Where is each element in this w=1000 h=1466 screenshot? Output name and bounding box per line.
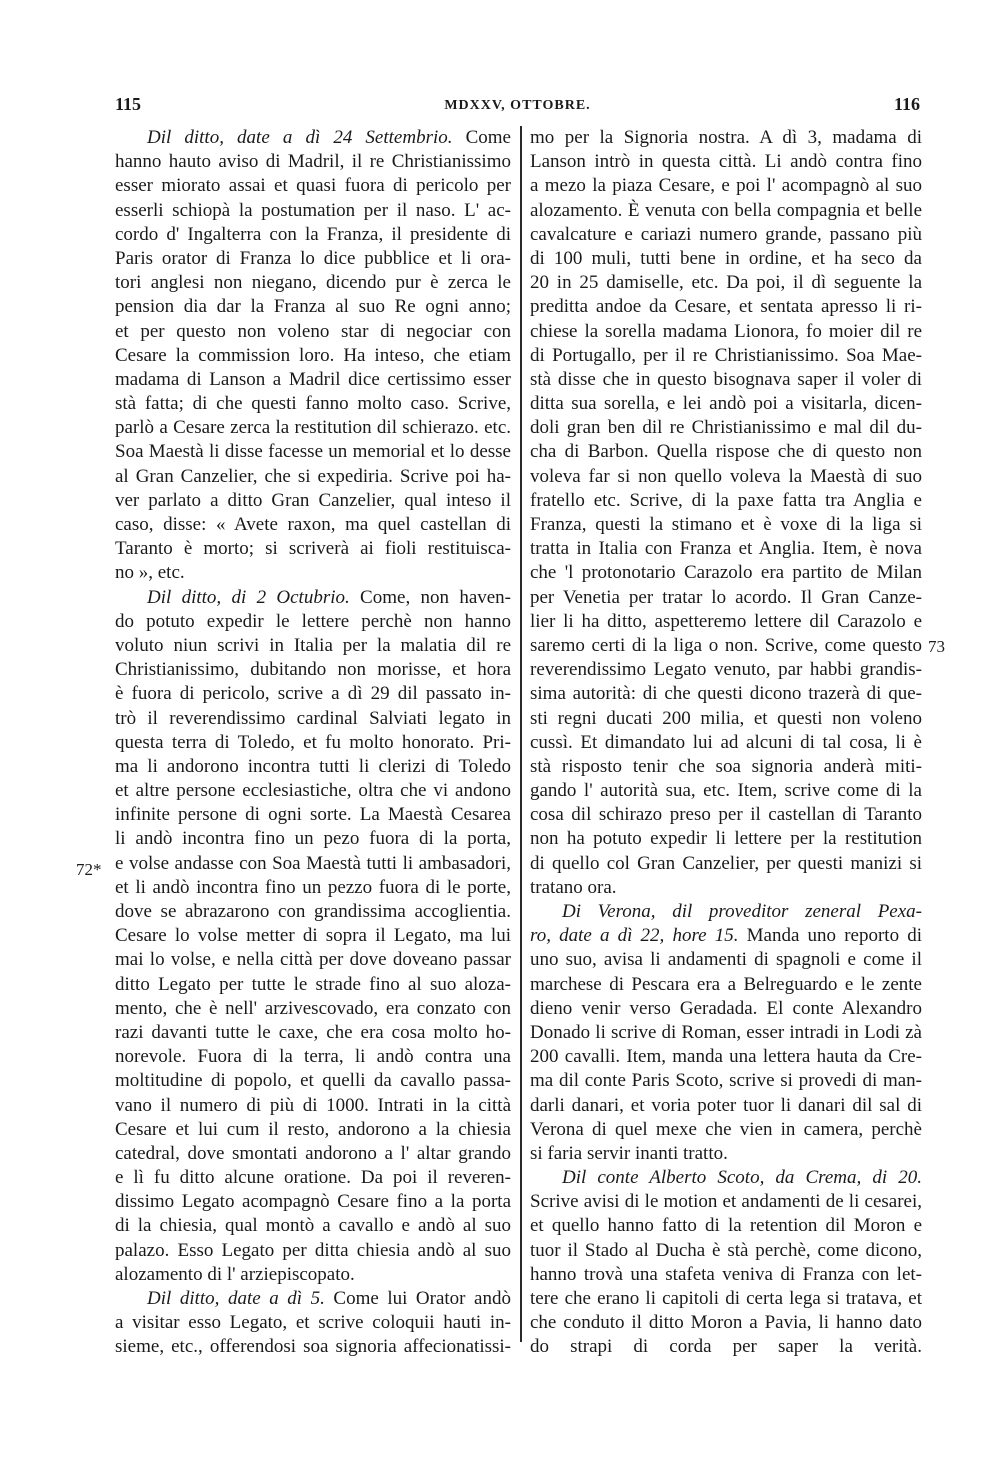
- text-line: gando l' autorità sua, etc. Item, scrive come di la: [530, 780, 922, 802]
- text-line: ma li andorono incontra tutti li clerizi di Toledo: [115, 755, 511, 777]
- text-line: Scrive avisi di le motion et andamenti de li cesarei,: [530, 1191, 922, 1213]
- text-line: trò il reverendissimo cardinal Salviati legato in: [115, 707, 511, 729]
- text-line: ma dil conte Paris Scoto, scrive si provedi di man-: [530, 1070, 922, 1092]
- text-line: parlò a Cesare zerca la restitution dil schierazo. etc.: [115, 417, 511, 439]
- text-line: stà disse che in questo bisognava saper il voler di: [530, 368, 922, 390]
- text-line: infinite persone di ogni sorte. La Maestà Cesarea: [115, 804, 511, 826]
- text-line: do strapi di corda per saper la verità.: [530, 1336, 922, 1358]
- text-line: 200 cavalli. Item, manda una lettera hauta da Cre-: [530, 1046, 922, 1068]
- text-line: do potuto expedir le lettere perchè non hanno: [115, 610, 511, 632]
- right-column: [530, 126, 922, 1360]
- text-line: Christianissimo, dubitando non morisse, et hora: [115, 659, 511, 681]
- paragraph-body: [530, 948, 922, 1166]
- paragraph-lead-line: [115, 586, 511, 610]
- text-line: ditta sua sorella, e lei andò poi a visitarla, dicen-: [530, 393, 922, 415]
- text-line: cussì. Et dimandato lui ad alcuni di tal cosa, li è: [530, 731, 922, 753]
- text-line: Manda uno reporto di: [738, 925, 923, 947]
- text-line: tratta in Italia con Franza et Anglia. Item, è nova: [530, 538, 922, 560]
- text-line: mo per la Signoria nostra. A dì 3, madama di: [530, 127, 922, 148]
- text-line: cavalcature e cariazi numero grande, passano più: [530, 223, 922, 245]
- paragraph-lead: ro, date a dì 22, hore 15.: [530, 925, 739, 947]
- text-line: tere che erano li capitoli di certa lega si tratava, et: [530, 1288, 922, 1309]
- text-line: 20 in 25 damiselle, etc. Da poi, il dì seguente la: [530, 272, 922, 294]
- text-line: no », etc.: [115, 562, 185, 584]
- text-line: norevole. Fuora di la terra, li andò contra una: [115, 1046, 511, 1068]
- text-line: cosa dil schirazo preso per il castellan di Taranto: [530, 804, 922, 826]
- text-line: esser miorato assai et quasi fuora di pericolo per: [115, 175, 511, 197]
- text-line: uno suo, avisa li andamenti di spagnoli e come il: [530, 949, 922, 971]
- text-line: hanno trovà una stafeta veniva di Franza con let-: [530, 1263, 922, 1285]
- text-line: pension dia dar la Franza al suo Re ogni anno;: [115, 296, 511, 318]
- paragraph-body: [115, 610, 511, 1287]
- margin-number-right: 73: [928, 637, 945, 656]
- text-line: non ha potuto expedir li lettere per la restitution: [530, 828, 922, 850]
- text-line: a visitar esso Legato, et scrive coloquii hauti in-: [115, 1312, 511, 1334]
- text-line: Verona di quel mexe che vien in camera, perchè: [530, 1118, 922, 1140]
- text-line: alozamento di l' arziepiscopato.: [115, 1263, 355, 1285]
- text-line: palazo. Esso Legato per ditta chiesia andò al suo: [115, 1239, 511, 1261]
- text-line: è fuora di pericolo, scrive a dì 29 dil passato in-: [115, 683, 511, 705]
- text-line: et li andò incontra fino un pezzo fuora di le porte,: [115, 876, 511, 898]
- text-line: Donado li scrive di Roman, esser intradi in Lodi zà: [530, 1021, 922, 1043]
- text-line: si faria servir inanti tratto.: [530, 1142, 728, 1164]
- text-line: ver parlato a ditto Gran Canzelier, qual inteso il: [115, 489, 511, 511]
- text-line: alozamento. È venuta con bella compagnia et belle: [530, 199, 922, 221]
- text-line: voleva far si non quello voleva la Maestà di suo: [530, 465, 922, 487]
- text-line: et quello hanno fatto di la retention dil Moron e: [530, 1215, 922, 1237]
- paragraph-body: [530, 1190, 922, 1359]
- text-line: Franza, questi la stimano et è voxe di la liga si: [530, 514, 922, 535]
- text-line: al Gran Canzelier, che si expediria. Scrive poi ha-: [115, 465, 511, 487]
- text-line: esserli schiopà la postumation per il naso. L' ac-: [115, 199, 511, 221]
- text-line: Paris orator di Franza lo dice pubblice et li ora-: [115, 247, 511, 269]
- text-line: ditto Legato per tutte le strade fino al suo aloza-: [115, 973, 511, 995]
- text-line: sieme, etc., offerendosi soa signoria affecionatissi-: [115, 1336, 511, 1358]
- text-line: di Portugallo, per il re Christianissimo. Soa Mae-: [530, 344, 922, 366]
- text-line: marchese di Pescara era a Belreguardo e le zente: [530, 973, 922, 995]
- paragraph-lead: Dil ditto, di 2 Octubrio.: [147, 586, 350, 608]
- text-line: cordo d' Ingalterra con la Franza, il presidente di: [115, 223, 511, 245]
- paragraph-lead-line: [530, 1166, 922, 1190]
- text-line: Cesare la commission loro. Ha inteso, che etiam: [115, 344, 511, 366]
- text-line: catedral, dove smontati andorono a l' altar grando: [115, 1142, 511, 1164]
- text-line: fratello etc. Scrive, di la paxe fatta tra Anglia e: [530, 489, 922, 511]
- text-line: darli danari, et voria poter tuor li danari dil sal di: [530, 1094, 922, 1116]
- text-line: che conduto il ditto Moron a Pavia, li hanno dato: [530, 1312, 922, 1334]
- paragraph-body: [115, 1311, 511, 1359]
- text-line: razi davanti tutte le caxe, che era cosa molto ho-: [115, 1021, 511, 1043]
- text-line: per Venetia per tratar lo acordo. Il Gran Canze-: [530, 586, 922, 608]
- paragraph-body: [115, 150, 511, 585]
- text-line: dove se abrazarono con grandissima accoglientia.: [115, 901, 511, 922]
- text-line: mento, che è nell' arzivescovado, era conzato con: [115, 997, 511, 1019]
- text-line: Soa Maestà li disse facesse un memorial et lo desse: [115, 441, 511, 463]
- text-line: cha di Barbon. Quella rispose che di questo non: [530, 441, 922, 463]
- text-line: e volse andasse con Soa Maestà tutti li ambasadori,: [115, 852, 511, 874]
- text-line: di quello col Gran Canzelier, per questi manizi si: [530, 852, 922, 874]
- text-line: madama di Lanson a Madril dice certissimo esser: [115, 368, 511, 390]
- text-line: sima autorità: di che questi dicono trazerà di que-: [530, 683, 922, 705]
- column-divider: [520, 126, 522, 1342]
- paragraph-lead: Dil ditto, date a dì 5.: [147, 1288, 325, 1309]
- text-line: tori anglesi non niegano, dicendo pur è zerca le: [115, 272, 511, 294]
- text-line: moltitudine di popolo, et quelli da cavallo passa-: [115, 1070, 511, 1092]
- paragraph-lead-line: [530, 900, 922, 924]
- paragraph-body: [530, 126, 922, 900]
- text-line: Cesare et lui cum il resto, andorono a la chiesia: [115, 1118, 511, 1140]
- page-header: [115, 94, 920, 118]
- text-line: doli gran ben dil re Christianissimo e mal dil du-: [530, 417, 922, 439]
- text-line: a mezo la piaza Cesare, e poi l' acompagnò al suo: [530, 175, 922, 197]
- text-line: Taranto è morto; si scriverà ai fioli restituisca-: [115, 538, 511, 560]
- running-head: MDXXV, OTTOBRE.: [444, 98, 591, 113]
- text-line: lier li ha ditto, aspetteremo lettere dil Carazolo e: [530, 610, 922, 632]
- page-number-left: 115: [115, 94, 142, 114]
- text-line: mai lo volse, e nella città per dove doveano passar: [115, 949, 511, 971]
- text-line: stà risposto tenir che soa signoria anderà miti-: [530, 755, 922, 777]
- text-line: saremo certi di la liga o non. Scrive, come questo: [530, 634, 922, 656]
- text-line: che 'l protonotario Carazolo era partito de Milan: [530, 562, 922, 584]
- text-line: Lanson intrò in questa città. Li andò contra fino: [530, 151, 922, 173]
- paragraph-lead: Dil conte Alberto Scoto, da Crema, di 20.: [562, 1167, 922, 1189]
- paragraph-lead: Di Verona, dil proveditor zeneral Pexa-: [562, 901, 922, 922]
- text-line: li andò incontra fino un pezo fuora di la porta,: [115, 828, 511, 850]
- page-number-right: 116: [893, 94, 920, 114]
- text-line: dieno venir verso Geradada. El conte Alexandro: [530, 997, 922, 1019]
- left-column: [115, 126, 511, 1360]
- paragraph-lead-line: [530, 924, 922, 948]
- text-line: di 100 muli, tutti bene in ordine, et ha seco da: [530, 247, 922, 269]
- text-line: voluto niun scrivi in Italia per la malatia dil re: [115, 634, 511, 656]
- text-line: sti regni ducati 200 milia, et questi non voleno: [530, 707, 922, 729]
- text-line: Come lui Orator andò: [324, 1288, 511, 1309]
- text-line: tuor il Stado al Ducha è stà perchè, come dicono,: [530, 1239, 922, 1261]
- text-line: chiese la sorella madama Lionora, fo moier dil re: [530, 320, 922, 342]
- text-line: Come, non haven-: [349, 586, 512, 608]
- text-line: et per questo non voleno star di negociar con: [115, 320, 511, 342]
- text-line: e lì fu ditto alcune oratione. Da poi il reveren-: [115, 1167, 511, 1189]
- text-line: caso, disse: « Avete raxon, ma quel castellan di: [115, 514, 511, 535]
- margin-number-left: 72*: [76, 860, 102, 879]
- paragraph-lead-line: [115, 1287, 511, 1311]
- text-line: reverendissimo Legato venuto, par habbi grandis-: [530, 659, 922, 681]
- text-line: Cesare lo volse metter di sopra il Legato, ma lui: [115, 925, 511, 947]
- text-line: hanno hauto aviso di Madril, il re Christianissimo: [115, 151, 511, 173]
- text-line: stà fatta; di che questi fanno molto caso. Scrive,: [115, 393, 511, 415]
- text-line: di la chiesia, qual montò a cavallo e andò al suo: [115, 1215, 511, 1237]
- text-line: preditta andoe da Cesare, et sentata apresso li ri-: [530, 296, 922, 318]
- text-line: vano il numero di più di 1000. Intrati in la città: [115, 1094, 511, 1116]
- paragraph-lead-line: [115, 126, 511, 150]
- text-line: questa terra di Toledo, et fu molto honorato. Pri-: [115, 731, 511, 753]
- text-line: Come: [452, 127, 511, 148]
- text-line: dissimo Legato acompagnò Cesare fino a la porta: [115, 1191, 511, 1213]
- text-line: et altre persone ecclesiastiche, oltra che vi andono: [115, 780, 511, 802]
- paragraph-lead: Dil ditto, date a dì 24 Settembrio.: [147, 127, 453, 148]
- text-line: tratano ora.: [530, 876, 617, 898]
